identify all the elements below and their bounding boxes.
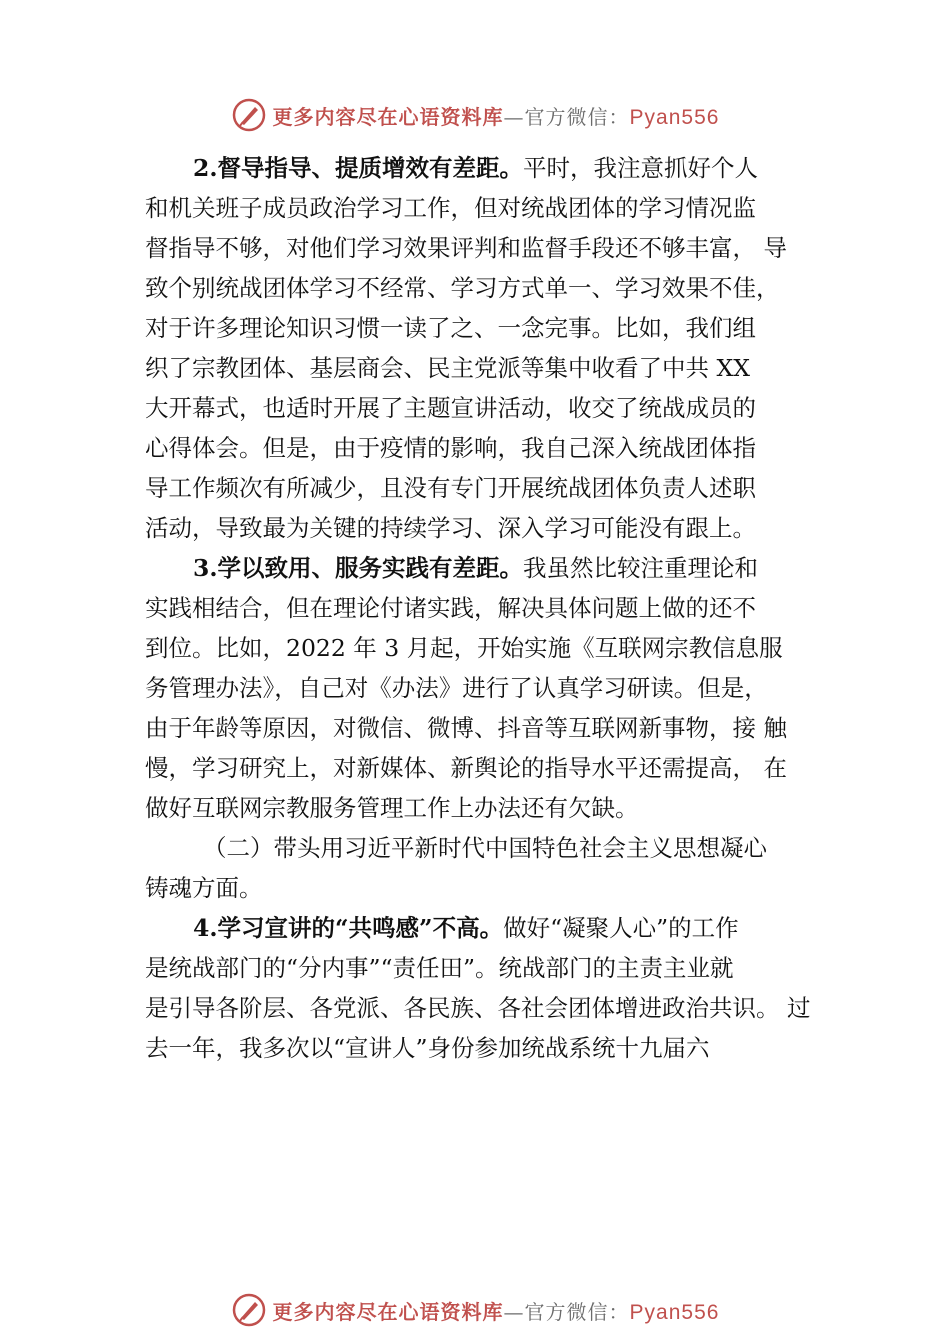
banner-wechat-id: Pyan556: [629, 1300, 720, 1324]
paragraph-line: 致个别统战团体学习不经常、学习方式单一、学习效果不佳，: [145, 274, 780, 302]
paragraph-line: 由于年龄等原因，对微信、微博、抖音等互联网新事物，接 触: [145, 714, 787, 742]
paragraph-line: 去一年，我多次以“宣讲人”身份参加统战系统十九届六: [145, 1034, 710, 1062]
paragraph-line: [145, 548, 825, 588]
paragraph-line: 做好互联网宗教服务管理工作上办法还有欠缺。: [145, 794, 639, 822]
paragraph-line: 和机关班子成员政治学习工作，但对统战团体的学习情况监: [145, 194, 756, 222]
subsection-heading: （二）带头用习近平新时代中国特色社会主义思想凝心: [203, 834, 767, 862]
banner-text: [273, 101, 720, 130]
paragraph-line: 导工作频次有所减少，且没有专门开展统战团体负责人述职: [145, 474, 756, 502]
paragraph-line: 大开幕式，也适时开展了主题宣讲活动，收交了统战成员的: [145, 394, 756, 422]
line-text: 做好“凝聚人心”的工作: [503, 914, 739, 942]
line-text: 我虽然比较注重理论和: [523, 554, 759, 582]
paragraph-line: 是引导各阶层、各党派、各民族、各社会团体增进政治共识。 过: [145, 994, 811, 1022]
banner-wechat-label: —官方微信：: [503, 104, 630, 129]
section-heading: 3.学以致用、服务实践有差距。: [193, 554, 524, 582]
document-body: [145, 148, 825, 1068]
paragraph-line: 慢，学习研究上，对新媒体、新舆论的指导水平还需提高， 在: [145, 754, 787, 782]
header-watermark-banner: [0, 95, 950, 135]
section-heading: 2.督导指导、提质增效有差距。: [193, 154, 524, 182]
line-text: 平时，我注意抓好个人: [523, 154, 759, 182]
quill-pen-icon: [231, 1292, 267, 1328]
paragraph-line: 织了宗教团体、基层商会、民主党派等集中收看了中共 XX: [145, 354, 750, 382]
paragraph-line: 务管理办法》，自己对《办法》进行了认真学习研读。但是，: [145, 674, 768, 702]
section-heading: 4.学习宣讲的“共鸣感”不高。: [193, 914, 504, 942]
paragraph-line: 到位。比如，2022 年 3 月起，开始实施《互联网宗教信息服: [145, 634, 783, 662]
banner-brand: 更多内容尽在心语资料库: [272, 1299, 504, 1324]
quill-pen-icon: [231, 97, 267, 133]
banner-wechat-id: Pyan556: [629, 105, 720, 129]
paragraph-line: 是统战部门的“分内事”“责任田”。统战部门的主责主业就: [145, 954, 734, 982]
paragraph-line: 对于许多理论知识习惯一读了之、一念完事。比如，我们组: [145, 314, 756, 342]
paragraph-line: [145, 148, 825, 188]
paragraph-line: [145, 908, 825, 948]
subsection-heading-cont: 铸魂方面。: [145, 874, 263, 902]
banner-text: [273, 1296, 720, 1325]
paragraph-line: 心得体会。但是，由于疫情的影响，我自己深入统战团体指: [145, 434, 756, 462]
banner-wechat-label: —官方微信：: [503, 1299, 630, 1324]
paragraph-line: 实践相结合，但在理论付诸实践，解决具体问题上做的还不: [145, 594, 756, 622]
paragraph-line: 活动，导致最为关键的持续学习、深入学习可能没有跟上。: [145, 514, 756, 542]
banner-brand: 更多内容尽在心语资料库: [272, 104, 504, 129]
footer-watermark-banner: [0, 1290, 950, 1330]
paragraph-line: 督指导不够，对他们学习效果评判和监督手段还不够丰富， 导: [145, 234, 787, 262]
